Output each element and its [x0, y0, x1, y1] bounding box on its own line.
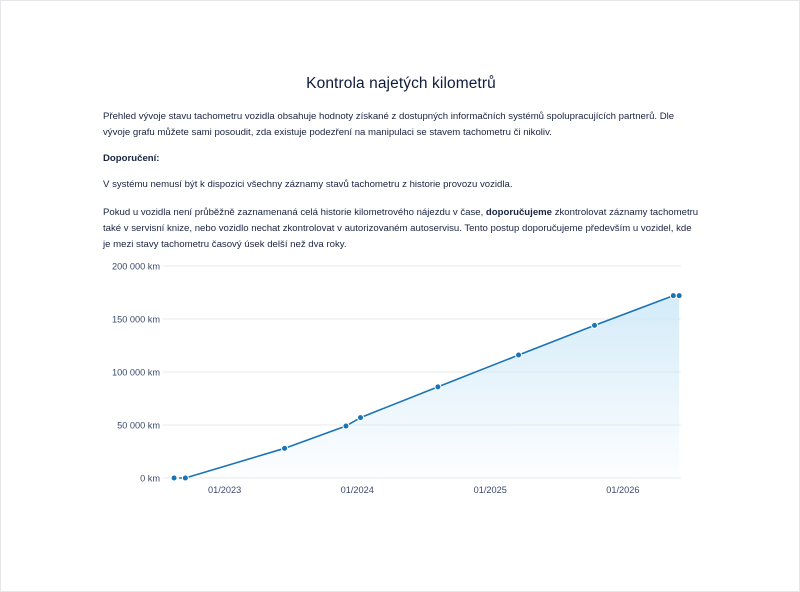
x-tick-label: 01/2025 — [473, 485, 507, 495]
advice-text-emphasis: doporučujeme — [485, 207, 553, 218]
advice-text-end: zkontrolovat záznamy tachometru také v servisní knize, nebo vozidlo nechat zkontrolovat v autorizovaném autoservisu. Tento postup doporučujeme především u vozidel, kde je mezi stavy tachometru časový úsek delší než dva roky. — [103, 207, 699, 250]
intro-text: Přehled vývoje stavu tachometru vozidla obsahuje hodnoty získané z dostupných informačních systémů spolupracujících partnerů. Dle vývoje grafu můžete sami posoudit, zda existuje podezření na manipulaci se stavem tachometru či nikoliv. — [103, 111, 675, 138]
y-tick-label: 50 000 km — [117, 420, 160, 431]
data-point — [182, 475, 188, 481]
data-point — [358, 415, 364, 421]
data-point — [592, 322, 598, 328]
mileage-chart — [1, 251, 800, 511]
advice-text — [103, 205, 699, 253]
data-point — [670, 293, 676, 299]
recommendation-heading: Doporučení: — [103, 153, 160, 164]
page-title: Kontrola najetých kilometrů — [306, 75, 496, 92]
availability-note: V systému nemusí být k dispozici všechny záznamy stavů tachometru z historie provozu vozidla. — [103, 179, 513, 190]
data-point — [343, 423, 349, 429]
x-tick-label: 01/2023 — [207, 485, 242, 495]
y-tick-label: 0 km — [140, 473, 160, 484]
y-tick-label: 100 000 km — [111, 367, 160, 378]
y-tick-label: 200 000 km — [111, 261, 160, 272]
advice-text-start: Pokud u vozidla není průběžně zaznamenaná celá historie kilometrového nájezdu v čase, — [103, 207, 486, 218]
y-tick-label: 150 000 km — [111, 314, 160, 325]
data-point — [171, 475, 177, 481]
data-point — [435, 384, 441, 390]
data-point — [516, 352, 522, 358]
x-tick-label: 01/2024 — [340, 485, 374, 495]
data-point — [282, 445, 288, 451]
series-area — [174, 296, 679, 478]
data-point — [676, 293, 682, 299]
x-tick-label: 01/2026 — [606, 485, 640, 495]
